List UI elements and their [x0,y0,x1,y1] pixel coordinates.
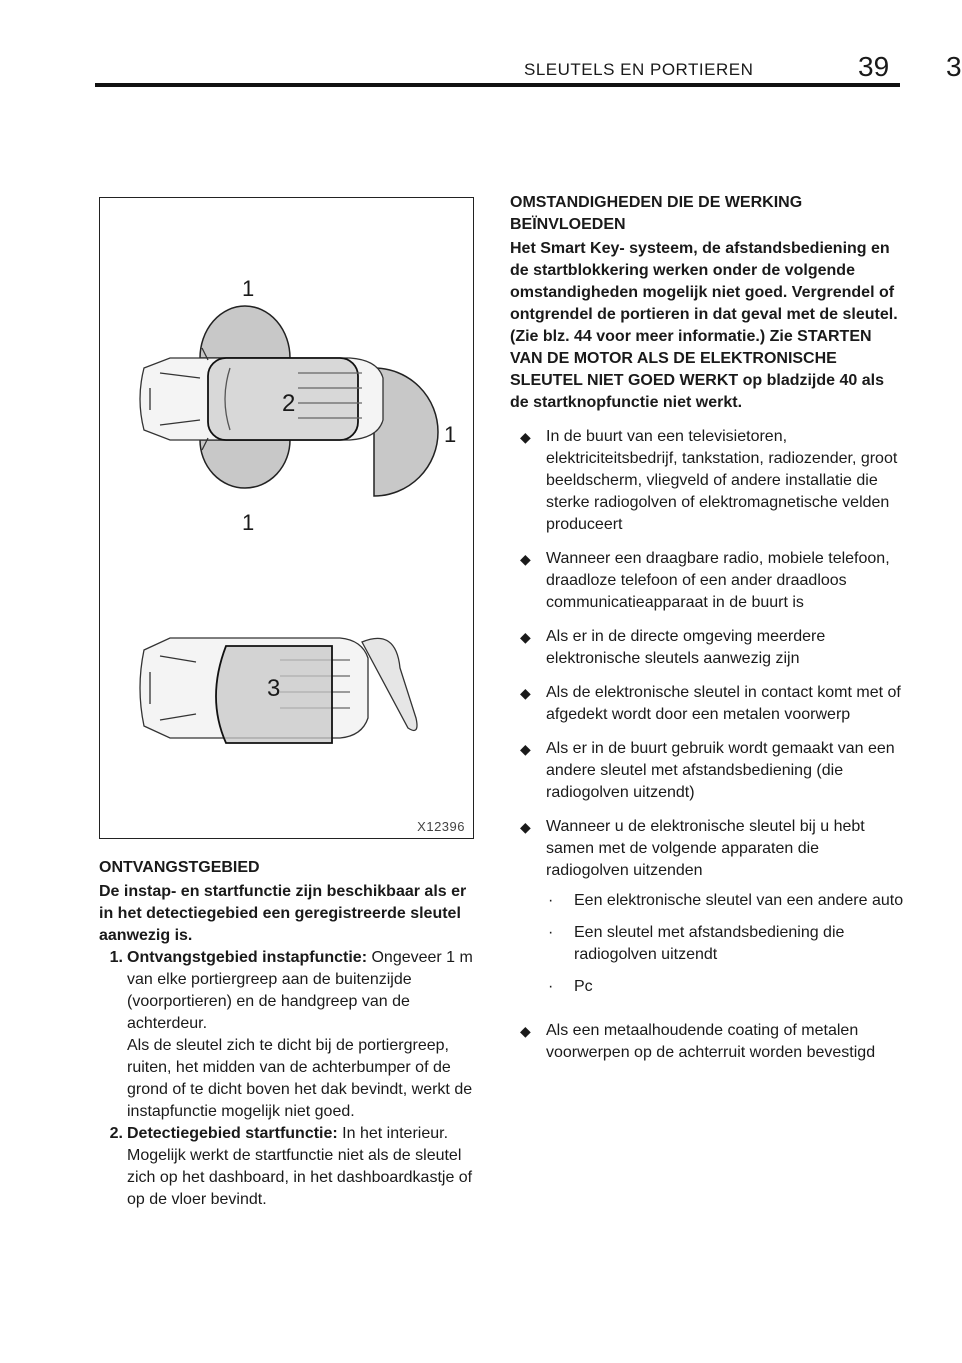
reception-area-figure [99,197,474,839]
list-item [510,1020,905,1064]
list-item-note: Als de sleutel zich te dicht bij de portiergreep, ruiten, het midden van de achterbumper of de grond of te dicht boven het dak bevindt, werkt de instapfunctie mogelijk niet goed. [127,1037,473,1120]
list-item [510,816,905,1008]
list-item [510,426,905,536]
list-item-text: Wanneer u de elektronische sleutel bij u hebt samen met de volgende apparaten die radiogolven uitzenden [546,818,865,879]
figure-label-1-left-door: 1 [242,276,255,301]
reception-area-left-door [200,306,290,358]
figure-code: X12396 [417,819,465,834]
list-item [510,626,905,670]
bullet-diamond-icon: ◆ [520,819,531,835]
list-item-number: 2. [109,1125,123,1142]
reception-area-right-door [200,440,290,488]
list-item-text: Als er in de buurt gebruik wordt gemaakt van een andere sleutel met afstandsbediening (die radiogolven uitzendt) [546,740,895,801]
sub-bullet-dot-icon: · [548,924,554,941]
section-heading-conditions: OMSTANDIGHEDEN DIE DE WERKING BEÏNVLOEDEN [510,194,803,233]
list-item-text: In het interieur. [342,1125,449,1142]
left-column [99,857,484,1211]
list-item-term: Ontvangstgebied instapfunctie: [127,949,368,966]
list-item-number: 1. [109,949,123,966]
conditions-list [510,426,905,1064]
list-item-text: Als de elektronische sleutel in contact komt met of afgedekt wordt door een metalen voorwerp [546,684,901,723]
section-heading-reception: ONTVANGSTGEBIED [99,859,260,876]
list-item [99,1123,484,1211]
reception-area-list [99,947,484,1211]
sublist-item [546,922,905,966]
bullet-diamond-icon: ◆ [520,629,531,645]
figure-label-2: 2 [282,390,296,417]
figure-label-1-back-door: 1 [444,422,457,447]
bullet-diamond-icon: ◆ [520,685,531,701]
list-item-text: Wanneer een draagbare radio, mobiele telefoon, draadloze telefoon of een ander draadloos communicatieapparaat in de buurt is [546,550,890,611]
list-item-note: Mogelijk werkt de startfunctie niet als de sleutel zich op het dashboard, in het dashboardkastje of op de vloer bevindt. [127,1147,473,1208]
sublist-item-text: Een sleutel met afstandsbediening die radiogolven uitzendt [574,924,845,963]
list-item-text: Als er in de directe omgeving meerdere elektronische sleutels aanwezig zijn [546,628,826,667]
reception-lead-paragraph: De instap- en startfunctie zijn beschikbaar als er in het detectiegebied een geregistreerde sleutel aanwezig is. [99,883,467,944]
list-item-text: Ongeveer 1 m van elke portiergreep aan de buitenzijde (voorportieren) en de handgreep van de achterdeur. [127,949,473,1032]
list-item [510,548,905,614]
sublist-item-text: Een elektronische sleutel van een andere auto [574,892,904,909]
list-item [510,682,905,726]
sublist-item [546,890,905,912]
list-item-term: Detectiegebied startfunctie: [127,1125,338,1142]
header-rule [95,83,900,87]
car-top-upper [140,348,383,450]
sub-bullet-dot-icon: · [548,892,554,909]
bullet-diamond-icon: ◆ [520,551,531,567]
car-topview-illustration [100,198,472,837]
figure-label-1-right-door: 1 [242,510,255,535]
bullet-diamond-icon: ◆ [520,1023,531,1039]
conditions-lead-paragraph: Het Smart Key- systeem, de afstandsbediening en de startblokkering werken onder de volgende omstandigheden mogelijk niet goed. Vergrendel of ontgrendel de portieren in dat geval met de sleutel. (Zie blz. 44 voor meer informatie.) Zie STARTEN VAN DE MOTOR ALS DE ELEKTRONISCHE SLEUTEL NIET GOED WERKT op bladzijde 40 als de startknopfunctie niet werkt. [510,240,898,411]
list-item [99,947,484,1123]
sub-bullet-dot-icon: · [548,978,554,995]
list-item [510,738,905,804]
list-item-text: Als een metaalhoudende coating of metalen voorwerpen op de achterruit worden bevestigd [546,1022,876,1061]
bullet-diamond-icon: ◆ [520,429,531,445]
sublist-item-text: Pc [574,978,593,995]
running-header-title: SLEUTELS EN PORTIEREN [524,60,754,79]
list-item-text: In de buurt van een televisietoren, elektriciteitsbedrijf, tankstation, radiozender, groot beeldscherm, vliegveld of andere installatie die sterke radiogolven of elektromagnetische velden produceert [546,428,898,533]
chapter-mark: 3 [946,51,962,82]
figure-label-3: 3 [267,675,281,702]
bullet-diamond-icon: ◆ [520,741,531,757]
right-column [510,192,905,1076]
device-sublist [546,890,905,998]
sublist-item [546,976,905,998]
page-number: 39 [858,51,890,82]
